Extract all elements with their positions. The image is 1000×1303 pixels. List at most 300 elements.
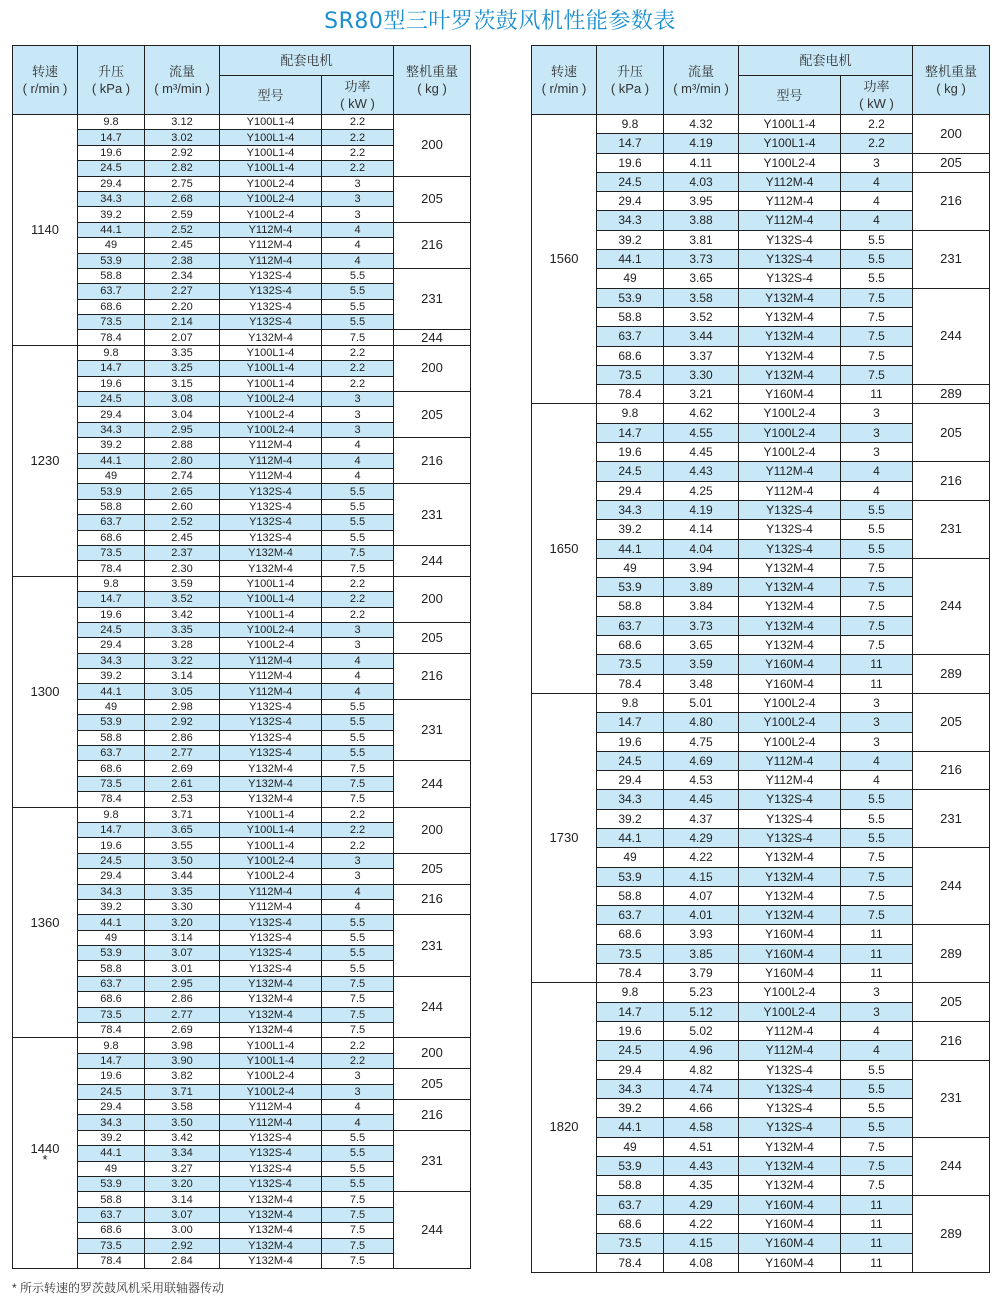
flow-cell: 2.88 (145, 438, 220, 453)
header-flow: 流量 ( m³/min ) (145, 46, 220, 115)
flow-cell: 2.92 (145, 715, 220, 730)
power-cell: 5.5 (322, 268, 394, 283)
flow-cell: 4.03 (664, 172, 739, 191)
power-cell: 7.5 (841, 558, 913, 577)
table-row (13, 345, 471, 360)
table-body-right (532, 115, 990, 1273)
pressure-cell: 34.3 (78, 191, 145, 206)
pressure-cell: 53.9 (597, 867, 664, 886)
pressure-cell: 39.2 (78, 1130, 145, 1145)
weight-cell: 216 (913, 1021, 990, 1060)
power-cell: 4 (841, 211, 913, 230)
motor-model-cell: Y132S-4 (220, 930, 322, 945)
motor-model-cell: Y132S-4 (220, 1130, 322, 1145)
table-row (532, 462, 990, 481)
pressure-cell: 29.4 (78, 638, 145, 653)
page-title: SR80型三叶罗茨鼓风机性能参数表 (324, 9, 676, 34)
header-power: 功率 ( kW ) (841, 76, 913, 115)
power-cell: 7.5 (322, 992, 394, 1007)
pressure-cell: 14.7 (78, 1053, 145, 1068)
motor-model-cell: Y132S-4 (739, 1060, 841, 1079)
pressure-cell: 58.8 (78, 961, 145, 976)
power-cell: 4 (841, 771, 913, 790)
power-cell: 4 (322, 238, 394, 253)
power-cell: 7.5 (322, 1007, 394, 1022)
speed-value: 1440 (30, 1141, 60, 1157)
power-cell: 5.5 (322, 930, 394, 945)
power-cell: 5.5 (841, 500, 913, 519)
weight-cell: 231 (394, 1130, 471, 1192)
table-row (532, 153, 990, 172)
table-row (532, 790, 990, 809)
pressure-cell: 53.9 (78, 715, 145, 730)
motor-model-cell: Y132S-4 (220, 1176, 322, 1191)
header-power: 功率 ( kW ) (322, 76, 394, 115)
flow-cell: 3.94 (664, 558, 739, 577)
power-cell: 7.5 (322, 1253, 394, 1268)
motor-model-cell: Y160M-4 (739, 674, 841, 693)
pressure-cell: 9.8 (78, 807, 145, 822)
pressure-cell: 58.8 (597, 597, 664, 616)
flow-cell: 3.30 (664, 365, 739, 384)
power-cell: 11 (841, 655, 913, 674)
flow-cell: 3.50 (145, 853, 220, 868)
power-cell: 11 (841, 1253, 913, 1272)
power-cell: 3 (841, 693, 913, 712)
power-cell: 4 (322, 884, 394, 899)
power-cell: 2.2 (322, 345, 394, 360)
flow-cell: 2.45 (145, 530, 220, 545)
motor-model-cell: Y132M-4 (220, 1238, 322, 1253)
flow-cell: 4.22 (664, 848, 739, 867)
motor-model-cell: Y100L2-4 (739, 693, 841, 712)
motor-model-cell: Y112M-4 (220, 669, 322, 684)
power-cell: 7.5 (322, 776, 394, 791)
power-cell: 3 (841, 153, 913, 172)
motor-model-cell: Y132M-4 (739, 1176, 841, 1195)
power-cell: 5.5 (322, 961, 394, 976)
pressure-cell: 29.4 (597, 1060, 664, 1079)
flow-cell: 2.52 (145, 222, 220, 237)
power-cell: 5.5 (841, 1099, 913, 1118)
pressure-cell: 78.4 (597, 1253, 664, 1272)
pressure-cell: 63.7 (78, 515, 145, 530)
pressure-cell: 39.2 (597, 1099, 664, 1118)
flow-cell: 2.38 (145, 253, 220, 268)
flow-cell: 4.80 (664, 713, 739, 732)
power-cell: 11 (841, 674, 913, 693)
pressure-cell: 49 (78, 699, 145, 714)
weight-cell: 231 (913, 230, 990, 288)
flow-cell: 2.68 (145, 191, 220, 206)
power-cell: 3 (322, 622, 394, 637)
power-cell: 11 (841, 1195, 913, 1214)
power-cell: 5.5 (322, 530, 394, 545)
power-cell: 5.5 (322, 1161, 394, 1176)
weight-cell: 216 (394, 653, 471, 699)
table-row (13, 699, 471, 714)
flow-cell: 3.79 (664, 964, 739, 983)
pressure-cell: 24.5 (78, 853, 145, 868)
pressure-cell: 14.7 (597, 713, 664, 732)
pressure-cell: 73.5 (597, 944, 664, 963)
speed-value: 1140 (31, 221, 59, 237)
power-cell: 7.5 (841, 327, 913, 346)
flow-cell: 4.19 (664, 500, 739, 519)
flow-cell: 3.22 (145, 653, 220, 668)
table-row (532, 500, 990, 519)
power-cell: 5.5 (841, 230, 913, 249)
pressure-cell: 14.7 (597, 1002, 664, 1021)
table-row (532, 751, 990, 770)
motor-model-cell: Y132S-4 (739, 809, 841, 828)
table-row (532, 1021, 990, 1040)
power-cell: 2.2 (322, 361, 394, 376)
flow-cell: 2.69 (145, 761, 220, 776)
flow-cell: 3.04 (145, 407, 220, 422)
motor-model-cell: Y100L1-4 (220, 345, 322, 360)
power-cell: 7.5 (841, 906, 913, 925)
pressure-cell: 53.9 (78, 484, 145, 499)
table-row (13, 853, 471, 868)
motor-model-cell: Y132S-4 (220, 515, 322, 530)
table-row (532, 115, 990, 134)
flow-cell: 2.98 (145, 699, 220, 714)
pressure-cell: 39.2 (597, 230, 664, 249)
flow-cell: 3.14 (145, 669, 220, 684)
weight-cell: 231 (394, 268, 471, 330)
flow-cell: 5.01 (664, 693, 739, 712)
flow-cell: 4.45 (664, 443, 739, 462)
power-cell: 7.5 (841, 1176, 913, 1195)
flow-cell: 3.93 (664, 925, 739, 944)
weight-cell: 200 (394, 1038, 471, 1069)
power-cell: 2.2 (322, 115, 394, 130)
flow-cell: 2.59 (145, 207, 220, 222)
flow-cell: 4.45 (664, 790, 739, 809)
motor-model-cell: Y100L1-4 (220, 161, 322, 176)
pressure-cell: 9.8 (597, 404, 664, 423)
pressure-cell: 9.8 (597, 983, 664, 1002)
flow-cell: 2.82 (145, 161, 220, 176)
speed-value: 1360 (30, 914, 60, 930)
motor-model-cell: Y100L1-4 (739, 115, 841, 134)
pressure-cell: 19.6 (597, 443, 664, 462)
speed-value: 1650 (549, 540, 579, 556)
pressure-cell: 78.4 (78, 1253, 145, 1268)
motor-model-cell: Y132S-4 (220, 746, 322, 761)
weight-cell: 216 (394, 438, 471, 484)
pressure-cell: 9.8 (78, 115, 145, 130)
pressure-cell: 29.4 (597, 481, 664, 500)
power-cell: 7.5 (322, 330, 394, 345)
flow-cell: 4.82 (664, 1060, 739, 1079)
speed-cell (532, 404, 597, 693)
power-cell: 2.2 (322, 145, 394, 160)
motor-model-cell: Y100L2-4 (739, 423, 841, 442)
pressure-cell: 19.6 (597, 1021, 664, 1040)
power-cell: 7.5 (322, 1207, 394, 1222)
pressure-cell: 14.7 (78, 592, 145, 607)
power-cell: 3 (841, 732, 913, 751)
power-cell: 3 (322, 869, 394, 884)
power-cell: 2.2 (322, 822, 394, 837)
pressure-cell: 24.5 (78, 1084, 145, 1099)
flow-cell: 3.65 (664, 636, 739, 655)
weight-cell: 231 (394, 699, 471, 761)
motor-model-cell: Y100L2-4 (220, 1084, 322, 1099)
weight-cell: 289 (913, 385, 990, 404)
pressure-cell: 9.8 (78, 345, 145, 360)
flow-cell: 4.96 (664, 1041, 739, 1060)
pressure-cell: 63.7 (78, 746, 145, 761)
power-cell: 7.5 (322, 545, 394, 560)
flow-cell: 4.15 (664, 867, 739, 886)
speed-cell (532, 983, 597, 1272)
power-cell: 4 (841, 751, 913, 770)
flow-cell: 3.35 (145, 884, 220, 899)
weight-cell: 244 (394, 1192, 471, 1269)
pressure-cell: 9.8 (597, 115, 664, 134)
pressure-cell: 53.9 (78, 1176, 145, 1191)
power-cell: 11 (841, 1214, 913, 1233)
pressure-cell: 63.7 (78, 976, 145, 991)
speed-value: 1230 (30, 452, 60, 468)
flow-cell: 4.43 (664, 462, 739, 481)
power-cell: 2.2 (322, 592, 394, 607)
pressure-cell: 39.2 (78, 207, 145, 222)
motor-model-cell: Y132M-4 (739, 906, 841, 925)
power-cell: 3 (841, 404, 913, 423)
flow-cell: 3.05 (145, 684, 220, 699)
flow-cell: 3.73 (664, 250, 739, 269)
weight-cell: 231 (394, 915, 471, 977)
pressure-cell: 63.7 (597, 1195, 664, 1214)
power-cell: 3 (322, 1069, 394, 1084)
header-weight: 整机重量 ( kg ) (913, 46, 990, 115)
motor-model-cell: Y132S-4 (220, 299, 322, 314)
speed-cell (532, 115, 597, 404)
motor-model-cell: Y132S-4 (220, 268, 322, 283)
header-pressure: 升压 ( kPa ) (78, 46, 145, 115)
table-row (532, 1060, 990, 1079)
pressure-cell: 78.4 (78, 561, 145, 576)
power-cell: 4 (322, 222, 394, 237)
header-motor: 配套电机 (739, 46, 913, 76)
table-row (13, 1100, 471, 1115)
flow-cell: 2.37 (145, 545, 220, 560)
weight-cell: 205 (913, 983, 990, 1022)
table-row (532, 983, 990, 1002)
motor-model-cell: Y100L1-4 (220, 822, 322, 837)
motor-model-cell: Y100L1-4 (220, 807, 322, 822)
header-flow: 流量 ( m³/min ) (664, 46, 739, 115)
power-cell: 4 (322, 253, 394, 268)
flow-cell: 2.20 (145, 299, 220, 314)
speed-cell (13, 1038, 78, 1269)
power-cell: 4 (322, 684, 394, 699)
flow-cell: 3.34 (145, 1146, 220, 1161)
pressure-cell: 29.4 (597, 192, 664, 211)
pressure-cell: 39.2 (78, 438, 145, 453)
weight-cell: 244 (913, 558, 990, 654)
motor-model-cell: Y132S-4 (739, 539, 841, 558)
power-cell: 2.2 (841, 115, 913, 134)
footnote: * 所示转速的罗茨鼓风机采用联轴器传动 (12, 1281, 225, 1295)
power-cell: 3 (322, 207, 394, 222)
weight-cell: 244 (394, 330, 471, 345)
motor-model-cell: Y132S-4 (739, 1099, 841, 1118)
power-cell: 11 (841, 944, 913, 963)
weight-cell: 205 (913, 153, 990, 172)
weight-cell: 205 (394, 622, 471, 653)
speed-cell (13, 576, 78, 807)
motor-model-cell: Y112M-4 (739, 192, 841, 211)
pressure-cell: 34.3 (78, 422, 145, 437)
header-weight: 整机重量 ( kg ) (394, 46, 471, 115)
pressure-cell: 58.8 (597, 1176, 664, 1195)
header-motor: 配套电机 (220, 46, 394, 76)
flow-cell: 3.35 (145, 345, 220, 360)
flow-cell: 4.43 (664, 1157, 739, 1176)
pressure-cell: 34.3 (597, 1079, 664, 1098)
pressure-cell: 78.4 (78, 792, 145, 807)
motor-model-cell: Y132M-4 (739, 288, 841, 307)
pressure-cell: 44.1 (597, 539, 664, 558)
flow-cell: 2.14 (145, 315, 220, 330)
power-cell: 5.5 (841, 1118, 913, 1137)
motor-model-cell: Y100L1-4 (220, 130, 322, 145)
pressure-cell: 49 (597, 558, 664, 577)
power-cell: 5.5 (322, 915, 394, 930)
power-cell: 5.5 (841, 539, 913, 558)
flow-cell: 3.01 (145, 961, 220, 976)
power-cell: 2.2 (322, 161, 394, 176)
motor-model-cell: Y132M-4 (739, 886, 841, 905)
motor-model-cell: Y132M-4 (739, 327, 841, 346)
power-cell: 5.5 (841, 520, 913, 539)
flow-cell: 3.14 (145, 1192, 220, 1207)
power-cell: 4 (841, 1021, 913, 1040)
motor-model-cell: Y112M-4 (739, 1041, 841, 1060)
motor-model-cell: Y112M-4 (220, 1100, 322, 1115)
power-cell: 2.2 (322, 838, 394, 853)
flow-cell: 2.95 (145, 976, 220, 991)
flow-cell: 3.89 (664, 578, 739, 597)
motor-model-cell: Y112M-4 (739, 172, 841, 191)
pressure-cell: 49 (597, 1137, 664, 1156)
flow-cell: 4.29 (664, 828, 739, 847)
pressure-cell: 63.7 (597, 327, 664, 346)
motor-model-cell: Y112M-4 (739, 1021, 841, 1040)
motor-model-cell: Y100L1-4 (739, 134, 841, 153)
weight-cell: 205 (913, 404, 990, 462)
flow-cell: 4.14 (664, 520, 739, 539)
flow-cell: 3.12 (145, 115, 220, 130)
motor-model-cell: Y132M-4 (220, 1023, 322, 1038)
pressure-cell: 44.1 (597, 1118, 664, 1137)
power-cell: 3 (841, 713, 913, 732)
motor-model-cell: Y132M-4 (739, 578, 841, 597)
flow-cell: 2.86 (145, 992, 220, 1007)
motor-model-cell: Y112M-4 (739, 481, 841, 500)
motor-model-cell: Y100L2-4 (739, 713, 841, 732)
power-cell: 2.2 (322, 1038, 394, 1053)
table-row (532, 1195, 990, 1214)
power-cell: 4 (841, 1041, 913, 1060)
flow-cell: 2.92 (145, 145, 220, 160)
flow-cell: 4.51 (664, 1137, 739, 1156)
pressure-cell: 24.5 (597, 172, 664, 191)
motor-model-cell: Y132S-4 (220, 1146, 322, 1161)
power-cell: 7.5 (841, 578, 913, 597)
pressure-cell: 24.5 (78, 622, 145, 637)
motor-model-cell: Y132S-4 (739, 500, 841, 519)
power-cell: 5.5 (322, 515, 394, 530)
pressure-cell: 53.9 (78, 253, 145, 268)
pressure-cell: 73.5 (78, 1238, 145, 1253)
pressure-cell: 53.9 (597, 578, 664, 597)
table-row (13, 222, 471, 237)
table-row (13, 392, 471, 407)
power-cell: 5.5 (841, 809, 913, 828)
motor-model-cell: Y132M-4 (220, 1253, 322, 1268)
pressure-cell: 19.6 (597, 732, 664, 751)
motor-model-cell: Y132M-4 (739, 867, 841, 886)
motor-model-cell: Y100L2-4 (739, 443, 841, 462)
power-cell: 5.5 (322, 946, 394, 961)
pressure-cell: 58.8 (597, 886, 664, 905)
weight-cell: 289 (913, 925, 990, 983)
flow-cell: 4.01 (664, 906, 739, 925)
table-row (13, 1192, 471, 1207)
motor-model-cell: Y132S-4 (220, 530, 322, 545)
flow-cell: 2.30 (145, 561, 220, 576)
header-pressure: 升压 ( kPa ) (597, 46, 664, 115)
weight-cell: 216 (394, 884, 471, 915)
pressure-cell: 24.5 (78, 392, 145, 407)
table-row (532, 288, 990, 307)
motor-model-cell: Y132M-4 (220, 992, 322, 1007)
pressure-cell: 49 (597, 269, 664, 288)
motor-model-cell: Y132M-4 (220, 761, 322, 776)
pressure-cell: 44.1 (78, 915, 145, 930)
motor-model-cell: Y112M-4 (220, 653, 322, 668)
pressure-cell: 78.4 (597, 964, 664, 983)
table-row (532, 848, 990, 867)
pressure-cell: 63.7 (78, 1207, 145, 1222)
power-cell: 4 (322, 453, 394, 468)
flow-cell: 3.71 (145, 1084, 220, 1099)
speed-cell (13, 115, 78, 346)
flow-cell: 4.35 (664, 1176, 739, 1195)
power-cell: 5.5 (322, 1130, 394, 1145)
flow-cell: 4.15 (664, 1234, 739, 1253)
flow-cell: 3.42 (145, 607, 220, 622)
power-cell: 4 (841, 462, 913, 481)
speed-cell (13, 345, 78, 576)
motor-model-cell: Y132S-4 (220, 946, 322, 961)
motor-model-cell: Y132S-4 (739, 520, 841, 539)
power-cell: 5.5 (322, 746, 394, 761)
weight-cell: 200 (394, 807, 471, 853)
flow-cell: 3.44 (664, 327, 739, 346)
flow-cell: 4.66 (664, 1099, 739, 1118)
flow-cell: 2.86 (145, 730, 220, 745)
pressure-cell: 58.8 (597, 307, 664, 326)
table-row (13, 884, 471, 899)
pressure-cell: 49 (78, 1161, 145, 1176)
